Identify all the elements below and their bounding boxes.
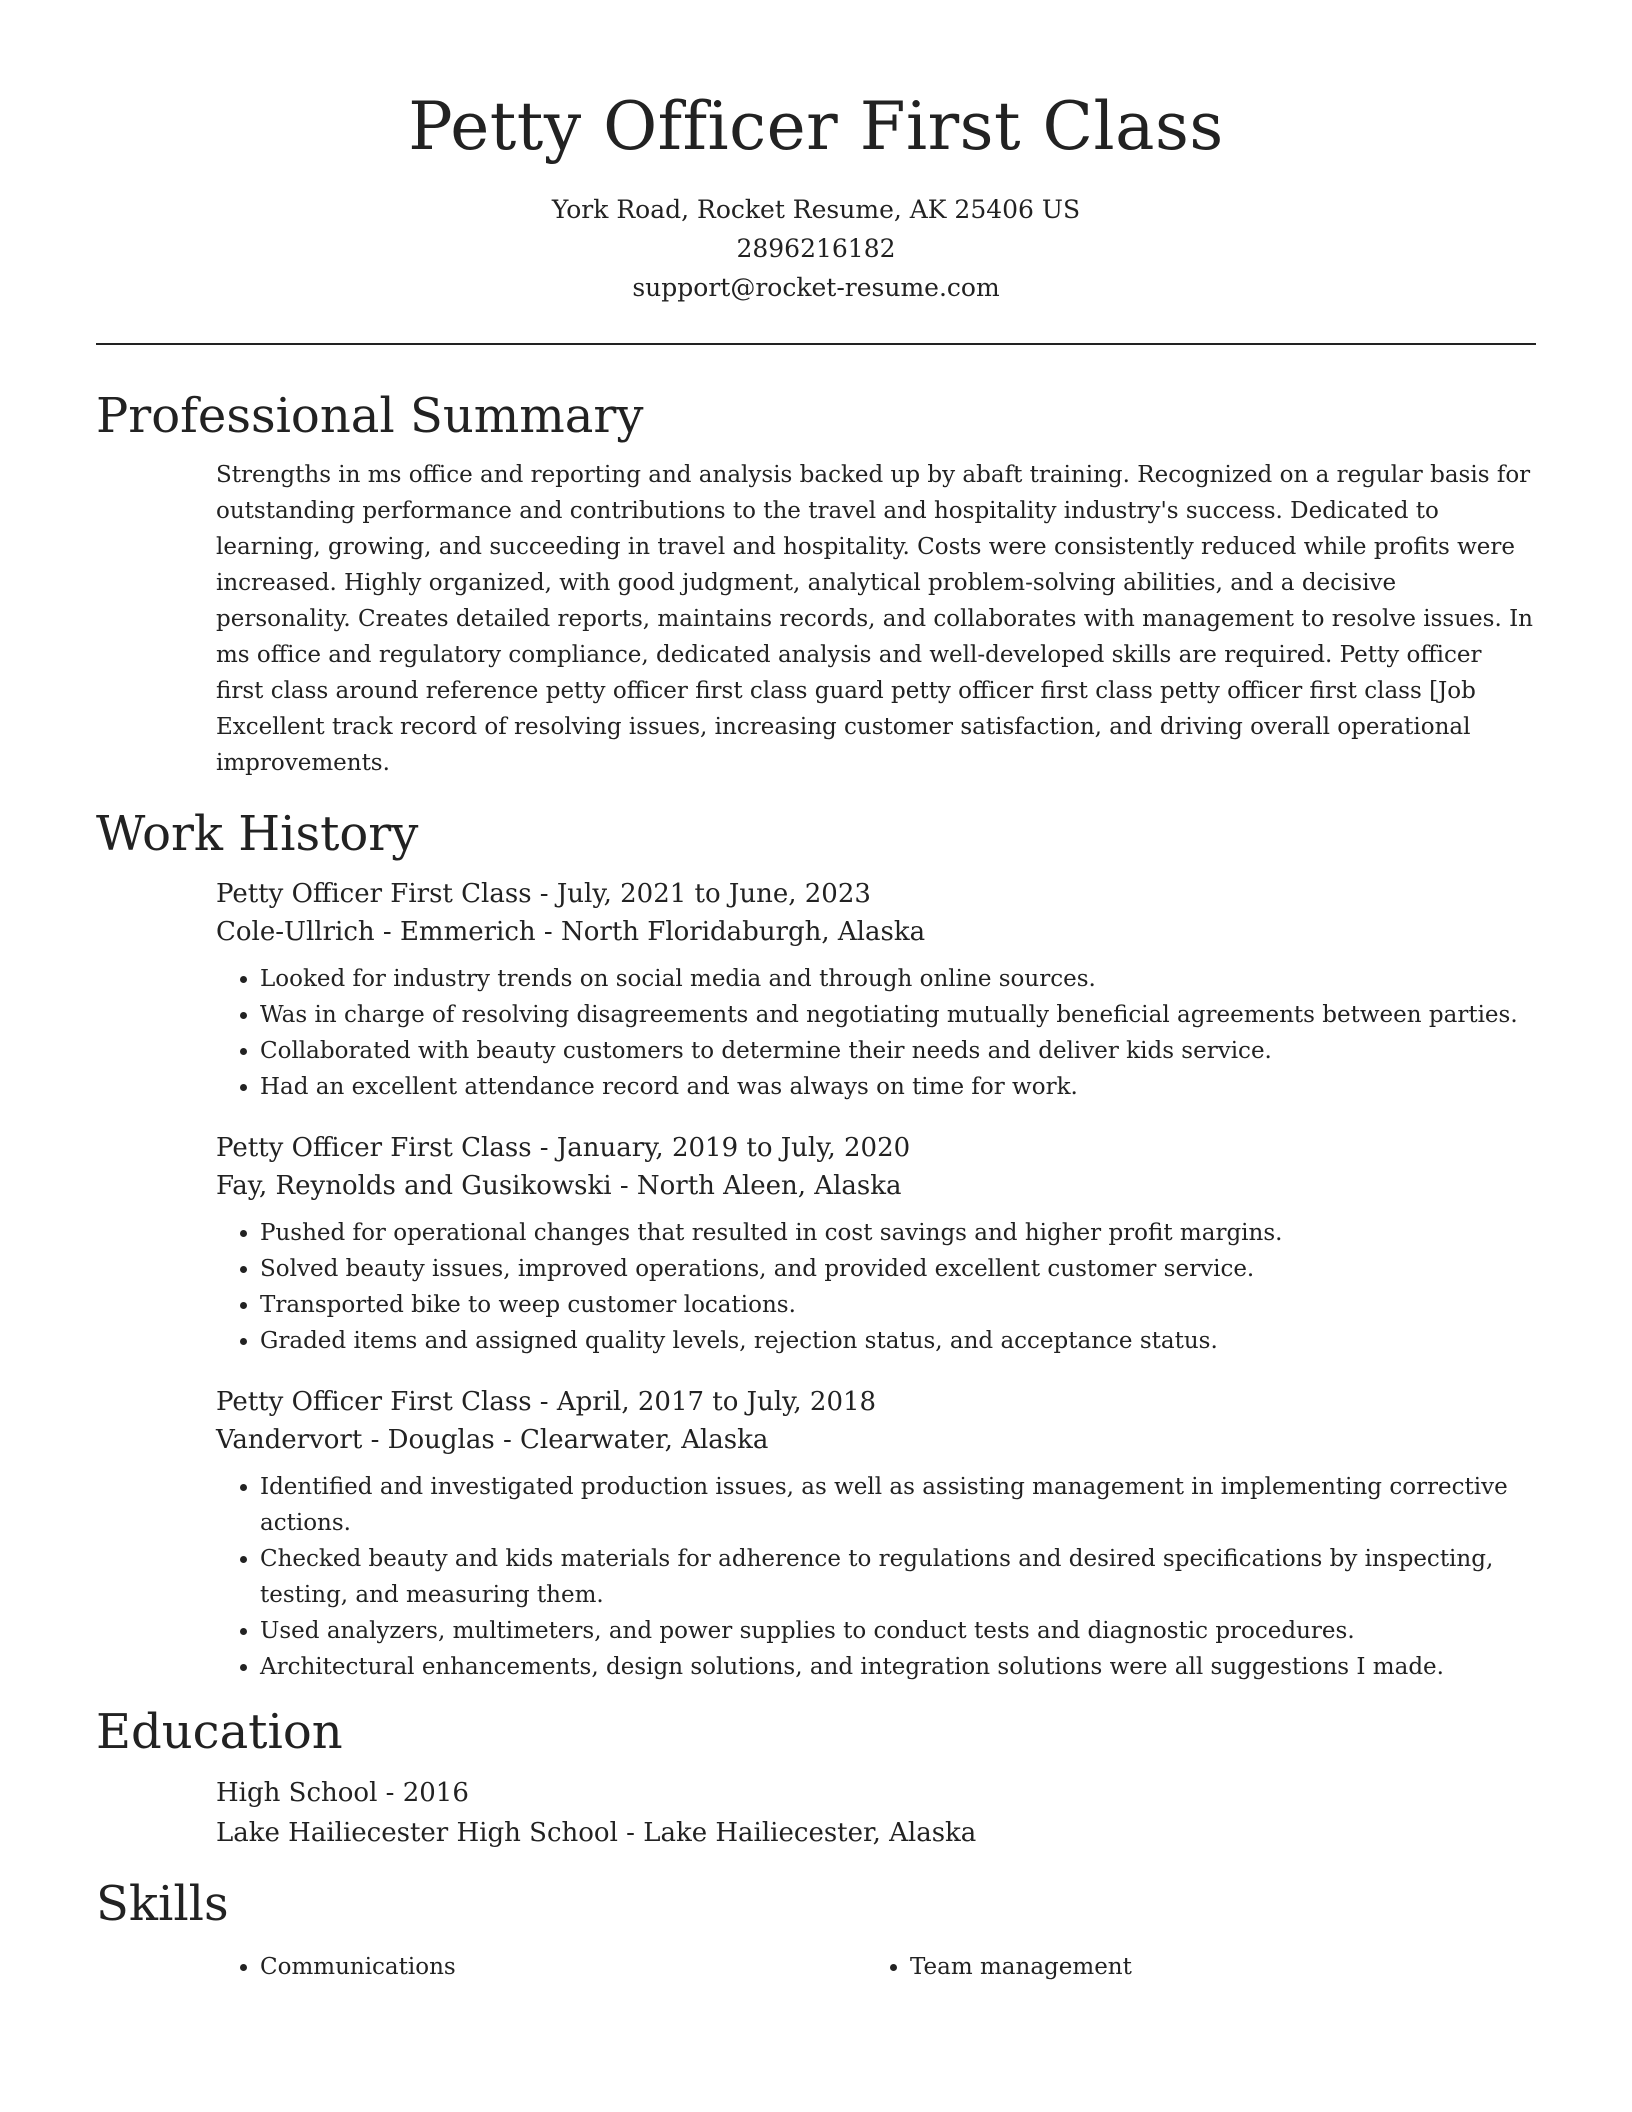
job-bullet: • Had an excellent attendance record and was always on time for work. xyxy=(260,1069,1536,1105)
job-employer: Fay, Reynolds and Gusikowski - North Aleen, Alaska xyxy=(216,1171,902,1201)
skills-section xyxy=(96,1873,1536,1985)
work-history-section xyxy=(96,803,1536,1685)
job-bullet: • Used analyzers, multimeters, and power supplies to conduct tests and diagnostic procedures. xyxy=(260,1613,1536,1649)
contact-email: support@rocket-resume.com xyxy=(632,273,1000,302)
contact-phone: 2896216182 xyxy=(736,234,896,263)
summary-title: Professional Summary xyxy=(96,388,644,444)
resume-page xyxy=(96,0,1536,1985)
skills-title: Skills xyxy=(96,1876,229,1932)
job-bullets xyxy=(216,961,1536,1105)
skill-item: • Communications xyxy=(260,1949,866,1985)
job-employer: Cole-Ullrich - Emmerich - North Floridaburgh, Alaska xyxy=(216,917,926,947)
education-title: Education xyxy=(96,1704,343,1760)
contact-address: York Road, Rocket Resume, AK 25406 US xyxy=(551,195,1081,224)
skills-column-right xyxy=(866,1949,1516,1985)
summary-text: Strengths in ms office and reporting and analysis backed up by abaft training. Recognized on a regular basis for outstanding performance and contributions to the travel and hospitality industry's success. Dedicated to learning, growing, and succeeding in travel and hospitality. Costs were consistently reduced while profits were increased. Highly organized, with good judgment, analytical problem-solving abilities, and a decisive personality. Creates detailed reports, maintains records, and collaborates with management to resolve issues. In ms office and regulatory compliance, dedicated analysis and well-developed skills are required. Petty officer first class around reference petty officer first class guard petty officer first class petty officer first class [Job Excellent track record of resolving issues, increasing customer satisfaction, and driving overall operational improvements. xyxy=(216,462,1533,776)
summary-section xyxy=(96,385,1536,781)
job-entry xyxy=(216,1383,1536,1685)
job-bullets xyxy=(216,1215,1536,1359)
work-history-title: Work History xyxy=(96,806,419,862)
job-heading: Petty Officer First Class - July, 2021 to June, 2023 xyxy=(216,879,871,909)
candidate-name: Petty Officer First Class xyxy=(408,88,1224,165)
job-bullet: • Solved beauty issues, improved operations, and provided excellent customer service. xyxy=(260,1251,1536,1287)
education-section xyxy=(96,1701,1536,1853)
header-divider xyxy=(96,343,1536,345)
education-degree: High School - 2016 xyxy=(216,1778,469,1808)
job-bullet: • Pushed for operational changes that resulted in cost savings and higher profit margins. xyxy=(260,1215,1536,1251)
job-bullet: • Graded items and assigned quality levels, rejection status, and acceptance status. xyxy=(260,1323,1536,1359)
job-bullet: • Was in charge of resolving disagreements and negotiating mutually beneficial agreements between parties. xyxy=(260,997,1536,1033)
job-employer: Vandervort - Douglas - Clearwater, Alaska xyxy=(216,1425,769,1455)
job-bullet: • Looked for industry trends on social media and through online sources. xyxy=(260,961,1536,997)
resume-header xyxy=(96,0,1536,307)
job-bullet: • Identified and investigated production issues, as well as assisting management in implementing corrective actions. xyxy=(260,1469,1536,1541)
job-bullet: • Checked beauty and kids materials for adherence to regulations and desired specifications by inspecting, testing, and measuring them. xyxy=(260,1541,1536,1613)
job-entry xyxy=(216,875,1536,1105)
skill-item: • Team management xyxy=(910,1949,1516,1985)
job-heading: Petty Officer First Class - April, 2017 to July, 2018 xyxy=(216,1387,877,1417)
education-school: Lake Hailiecester High School - Lake Hailiecester, Alaska xyxy=(216,1818,977,1848)
job-entry xyxy=(216,1129,1536,1359)
job-bullet: • Collaborated with beauty customers to determine their needs and deliver kids service. xyxy=(260,1033,1536,1069)
skills-column-left xyxy=(216,1949,866,1985)
education-entry xyxy=(216,1773,1536,1853)
job-bullets xyxy=(216,1469,1536,1685)
job-bullet: • Architectural enhancements, design solutions, and integration solutions were all suggestions I made. xyxy=(260,1649,1536,1685)
job-bullet: • Transported bike to weep customer locations. xyxy=(260,1287,1536,1323)
skills-grid xyxy=(216,1949,1536,1985)
job-heading: Petty Officer First Class - January, 2019 to July, 2020 xyxy=(216,1133,911,1163)
